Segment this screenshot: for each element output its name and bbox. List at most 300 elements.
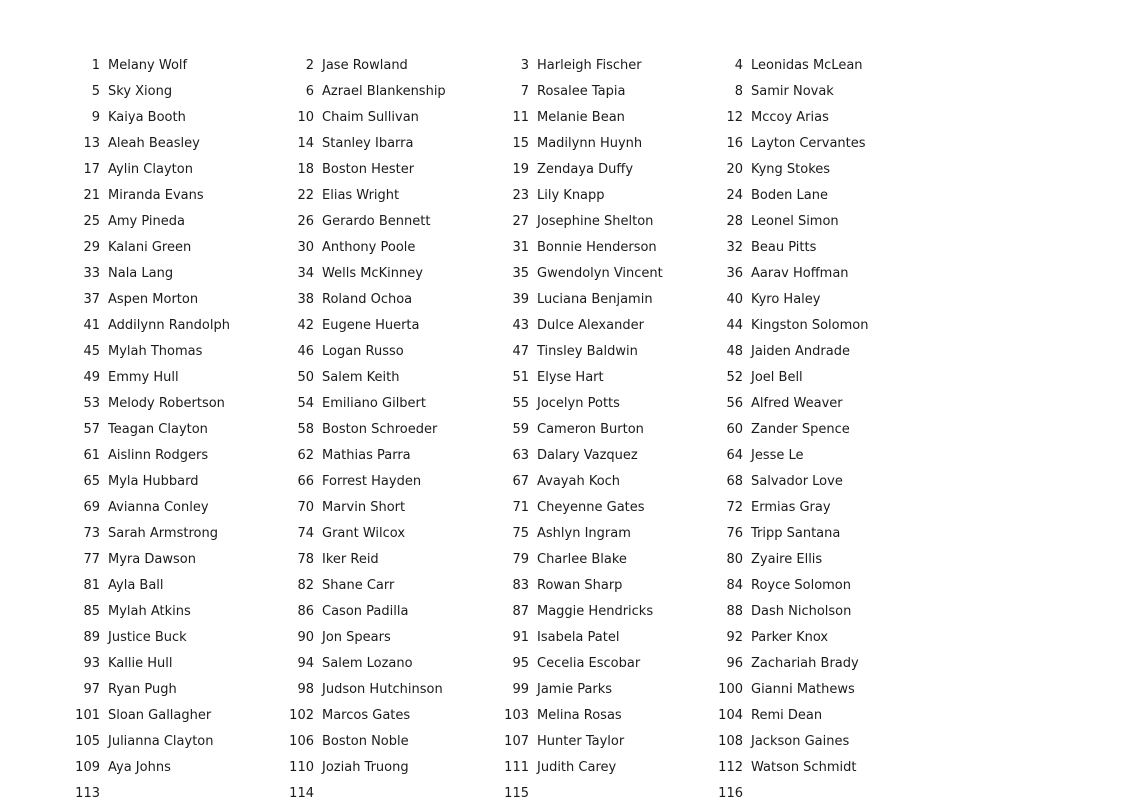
- item-name: Wells McKinney: [322, 266, 423, 281]
- item-number: 96: [726, 656, 743, 671]
- item-name: Alfred Weaver: [751, 396, 843, 411]
- list-item: [703, 755, 856, 781]
- item-number: 99: [512, 682, 529, 697]
- list-item: [60, 105, 186, 131]
- item-number: 19: [512, 162, 529, 177]
- list-item: [274, 755, 409, 781]
- item-number: 68: [726, 474, 743, 489]
- list-item: [489, 469, 620, 495]
- list-item: [489, 729, 624, 755]
- list-item: [60, 365, 179, 391]
- item-number: 36: [726, 266, 743, 281]
- list-item: [703, 157, 830, 183]
- item-name: Sky Xiong: [108, 84, 173, 99]
- item-number: 51: [512, 370, 529, 385]
- list-item: [489, 391, 620, 417]
- item-name: Kyro Haley: [751, 292, 821, 307]
- item-name: Kingston Solomon: [751, 318, 869, 333]
- item-name: Forrest Hayden: [322, 474, 422, 489]
- item-number: 29: [83, 240, 100, 255]
- item-number: 91: [512, 630, 529, 645]
- item-number: 46: [297, 344, 314, 359]
- list-item: [703, 781, 751, 807]
- item-name: Zander Spence: [751, 422, 850, 437]
- item-number: 73: [83, 526, 100, 541]
- item-name: Maggie Hendricks: [537, 604, 654, 619]
- item-number: 84: [726, 578, 743, 593]
- item-name: Stanley Ibarra: [322, 136, 414, 151]
- item-number: 93: [83, 656, 100, 671]
- item-name: Kaiya Booth: [108, 110, 186, 125]
- list-item: [489, 209, 653, 235]
- item-number: 55: [512, 396, 529, 411]
- item-name: Joel Bell: [751, 370, 803, 385]
- item-name: Eugene Huerta: [322, 318, 420, 333]
- list-item: [703, 261, 849, 287]
- list-item: [703, 131, 866, 157]
- item-number: 89: [83, 630, 100, 645]
- list-item: [489, 365, 604, 391]
- item-name: Isabela Patel: [537, 630, 620, 645]
- item-number: 116: [718, 786, 743, 801]
- list-item: [274, 339, 404, 365]
- item-name: Anthony Poole: [322, 240, 416, 255]
- list-item: [274, 79, 446, 105]
- list-item: [703, 625, 828, 651]
- item-number: 30: [297, 240, 314, 255]
- item-number: 87: [512, 604, 529, 619]
- item-number: 97: [83, 682, 100, 697]
- item-name: Elyse Hart: [537, 370, 604, 385]
- item-number: 63: [512, 448, 529, 463]
- item-name: Jon Spears: [322, 630, 391, 645]
- item-number: 50: [297, 370, 314, 385]
- list-item: [274, 313, 420, 339]
- item-number: 57: [83, 422, 100, 437]
- item-name: Sloan Gallagher: [108, 708, 212, 723]
- list-item: [489, 573, 622, 599]
- list-item: [60, 573, 164, 599]
- item-name: Samir Novak: [751, 84, 834, 99]
- item-number: 6: [305, 84, 314, 99]
- list-item: [703, 547, 822, 573]
- item-number: 3: [520, 58, 529, 73]
- list-item: [60, 599, 191, 625]
- list-item: [703, 391, 843, 417]
- item-name: Shane Carr: [322, 578, 395, 593]
- list-item: [60, 495, 209, 521]
- list-item: [703, 495, 831, 521]
- item-number: 14: [297, 136, 314, 151]
- list-item: [274, 573, 394, 599]
- item-name: Tripp Santana: [751, 526, 841, 541]
- item-number: 5: [91, 84, 100, 99]
- item-number: 112: [718, 760, 743, 775]
- item-number: 79: [512, 552, 529, 567]
- item-name: Dash Nicholson: [751, 604, 852, 619]
- item-name: Emiliano Gilbert: [322, 396, 426, 411]
- list-item: [60, 157, 193, 183]
- item-name: Mccoy Arias: [751, 110, 829, 125]
- list-item: [489, 417, 644, 443]
- item-name: Aarav Hoffman: [751, 266, 849, 281]
- list-item: [60, 729, 213, 755]
- list-item: [703, 365, 803, 391]
- list-item: [489, 547, 627, 573]
- item-number: 72: [726, 500, 743, 515]
- list-item: [489, 339, 638, 365]
- item-number: 48: [726, 344, 743, 359]
- item-name: Marvin Short: [322, 500, 406, 515]
- item-number: 115: [504, 786, 529, 801]
- item-number: 66: [297, 474, 314, 489]
- item-number: 70: [297, 500, 314, 515]
- item-name: Judson Hutchinson: [322, 682, 443, 697]
- item-name: Melany Wolf: [108, 58, 188, 73]
- list-item: [274, 443, 411, 469]
- list-item: [489, 521, 631, 547]
- list-item: [60, 469, 198, 495]
- list-item: [60, 53, 187, 79]
- list-item: [274, 521, 405, 547]
- item-number: 53: [83, 396, 100, 411]
- list-item: [60, 443, 208, 469]
- item-number: 37: [83, 292, 100, 307]
- list-item: [703, 235, 816, 261]
- item-name: Cecelia Escobar: [537, 656, 641, 671]
- item-name: Jackson Gaines: [751, 734, 850, 749]
- item-name: Myla Hubbard: [108, 474, 199, 489]
- item-number: 24: [726, 188, 743, 203]
- item-name: Avianna Conley: [108, 500, 209, 515]
- item-name: Cameron Burton: [537, 422, 644, 437]
- item-number: 47: [512, 344, 529, 359]
- item-number: 8: [734, 84, 743, 99]
- item-number: 85: [83, 604, 100, 619]
- item-number: 81: [83, 578, 100, 593]
- item-number: 22: [297, 188, 314, 203]
- item-name: Emmy Hull: [108, 370, 179, 385]
- list-item: [274, 183, 399, 209]
- item-name: Josephine Shelton: [537, 214, 654, 229]
- item-number: 104: [718, 708, 743, 723]
- list-item: [489, 781, 537, 807]
- item-name: Ashlyn Ingram: [537, 526, 631, 541]
- item-name: Aylin Clayton: [108, 162, 193, 177]
- item-number: 4: [734, 58, 743, 73]
- list-item: [703, 287, 820, 313]
- item-number: 88: [726, 604, 743, 619]
- item-name: Gianni Mathews: [751, 682, 855, 697]
- item-name: Judith Carey: [537, 760, 617, 775]
- list-item: [60, 625, 187, 651]
- item-name: Hunter Taylor: [537, 734, 625, 749]
- item-name: Ryan Pugh: [108, 682, 177, 697]
- item-number: 75: [512, 526, 529, 541]
- list-item: [703, 521, 840, 547]
- item-name: Layton Cervantes: [751, 136, 866, 151]
- list-item: [703, 339, 850, 365]
- item-number: 49: [83, 370, 100, 385]
- list-item: [274, 261, 423, 287]
- list-item: [60, 183, 204, 209]
- item-name: Jaiden Andrade: [751, 344, 850, 359]
- item-number: 100: [718, 682, 743, 697]
- list-item: [274, 105, 419, 131]
- item-name: Salvador Love: [751, 474, 843, 489]
- item-number: 56: [726, 396, 743, 411]
- list-item: [60, 209, 185, 235]
- item-number: 103: [504, 708, 529, 723]
- item-name: Teagan Clayton: [108, 422, 208, 437]
- item-name: Rosalee Tapia: [537, 84, 626, 99]
- item-number: 52: [726, 370, 743, 385]
- list-item: [274, 781, 322, 807]
- list-item: [274, 495, 405, 521]
- item-number: 43: [512, 318, 529, 333]
- item-name: Addilynn Randolph: [108, 318, 230, 333]
- item-name: Grant Wilcox: [322, 526, 406, 541]
- item-number: 23: [512, 188, 529, 203]
- item-name: Madilynn Huynh: [537, 136, 643, 151]
- list-item: [703, 209, 839, 235]
- item-number: 78: [297, 552, 314, 567]
- list-item: [274, 547, 379, 573]
- list-item: [489, 677, 612, 703]
- item-number: 105: [75, 734, 100, 749]
- list-item: [703, 313, 868, 339]
- item-name: Gerardo Bennett: [322, 214, 431, 229]
- list-item: [703, 599, 851, 625]
- list-item: [60, 131, 200, 157]
- item-number: 62: [297, 448, 314, 463]
- item-number: 1: [91, 58, 100, 73]
- list-item: [489, 313, 644, 339]
- item-name: Harleigh Fischer: [537, 58, 642, 73]
- item-name: Mylah Thomas: [108, 344, 203, 359]
- item-number: 110: [289, 760, 314, 775]
- item-name: Boston Noble: [322, 734, 409, 749]
- item-number: 9: [91, 110, 100, 125]
- item-number: 101: [75, 708, 100, 723]
- item-number: 82: [297, 578, 314, 593]
- item-name: Bonnie Henderson: [537, 240, 657, 255]
- item-number: 80: [726, 552, 743, 567]
- item-name: Aislinn Rodgers: [108, 448, 209, 463]
- list-item: [489, 703, 622, 729]
- item-number: 111: [504, 760, 529, 775]
- item-name: Julianna Clayton: [108, 734, 214, 749]
- item-name: Melina Rosas: [537, 708, 622, 723]
- item-name: Aspen Morton: [108, 292, 199, 307]
- item-name: Myra Dawson: [108, 552, 196, 567]
- list-item: [60, 781, 108, 807]
- item-number: 31: [512, 240, 529, 255]
- item-number: 44: [726, 318, 743, 333]
- item-name: Jamie Parks: [537, 682, 613, 697]
- item-name: Luciana Benjamin: [537, 292, 653, 307]
- item-name: Logan Russo: [322, 344, 404, 359]
- list-item: [274, 157, 414, 183]
- item-number: 86: [297, 604, 314, 619]
- item-name: Jocelyn Potts: [537, 396, 620, 411]
- list-item: [274, 599, 408, 625]
- item-name: Zachariah Brady: [751, 656, 859, 671]
- item-number: 60: [726, 422, 743, 437]
- item-name: Roland Ochoa: [322, 292, 413, 307]
- list-item: [60, 547, 196, 573]
- item-number: 76: [726, 526, 743, 541]
- list-item: [60, 313, 230, 339]
- item-number: 32: [726, 240, 743, 255]
- item-number: 83: [512, 578, 529, 593]
- list-item: [60, 339, 202, 365]
- list-item: [489, 755, 616, 781]
- list-item: [489, 261, 663, 287]
- item-name: Elias Wright: [322, 188, 400, 203]
- item-name: Gwendolyn Vincent: [537, 266, 663, 281]
- list-item: [489, 599, 653, 625]
- item-name: Remi Dean: [751, 708, 823, 723]
- item-name: Royce Solomon: [751, 578, 852, 593]
- item-name: Kyng Stokes: [751, 162, 831, 177]
- list-item: [489, 157, 633, 183]
- list-item: [703, 729, 849, 755]
- item-name: Melanie Bean: [537, 110, 625, 125]
- item-name: Salem Keith: [322, 370, 400, 385]
- item-number: 67: [512, 474, 529, 489]
- list-item: [274, 235, 415, 261]
- list-item: [489, 651, 640, 677]
- list-item: [489, 235, 657, 261]
- list-item: [489, 183, 605, 209]
- item-name: Dulce Alexander: [537, 318, 644, 333]
- item-name: Melody Robertson: [108, 396, 225, 411]
- item-number: 54: [297, 396, 314, 411]
- item-number: 39: [512, 292, 529, 307]
- list-item: [60, 287, 198, 313]
- item-number: 40: [726, 292, 743, 307]
- item-name: Dalary Vazquez: [537, 448, 638, 463]
- item-number: 61: [83, 448, 100, 463]
- item-number: 16: [726, 136, 743, 151]
- list-item: [489, 495, 645, 521]
- list-item: [60, 417, 208, 443]
- list-item: [274, 365, 399, 391]
- list-item: [60, 261, 173, 287]
- item-number: 13: [83, 136, 100, 151]
- item-name: Ayla Ball: [108, 578, 164, 593]
- item-number: 27: [512, 214, 529, 229]
- item-name: Iker Reid: [322, 552, 379, 567]
- list-item: [703, 417, 850, 443]
- item-number: 92: [726, 630, 743, 645]
- item-number: 35: [512, 266, 529, 281]
- list-item: [489, 625, 619, 651]
- item-number: 65: [83, 474, 100, 489]
- list-item: [274, 391, 426, 417]
- list-item: [274, 729, 409, 755]
- item-number: 106: [289, 734, 314, 749]
- list-item: [703, 79, 834, 105]
- list-item: [274, 131, 413, 157]
- item-number: 109: [75, 760, 100, 775]
- item-number: 98: [297, 682, 314, 697]
- list-item: [60, 521, 218, 547]
- list-item: [274, 703, 410, 729]
- item-number: 12: [726, 110, 743, 125]
- item-name: Kallie Hull: [108, 656, 173, 671]
- item-number: 113: [75, 786, 100, 801]
- item-name: Beau Pitts: [751, 240, 817, 255]
- list-item: [489, 287, 653, 313]
- list-item: [489, 131, 642, 157]
- item-name: Charlee Blake: [537, 552, 627, 567]
- item-number: 90: [297, 630, 314, 645]
- list-item: [274, 287, 412, 313]
- item-name: Zyaire Ellis: [751, 552, 823, 567]
- item-number: 33: [83, 266, 100, 281]
- list-item: [60, 651, 172, 677]
- list-item: [489, 53, 642, 79]
- item-name: Kalani Green: [108, 240, 192, 255]
- item-number: 107: [504, 734, 529, 749]
- list-item: [60, 755, 171, 781]
- item-name: Lily Knapp: [537, 188, 605, 203]
- list-item: [60, 391, 225, 417]
- item-name: Leonidas McLean: [751, 58, 863, 73]
- list-item: [274, 417, 437, 443]
- item-number: 7: [520, 84, 529, 99]
- item-name: Leonel Simon: [751, 214, 839, 229]
- item-name: Azrael Blankenship: [322, 84, 446, 99]
- item-name: Jesse Le: [751, 448, 804, 463]
- list-item: [703, 703, 822, 729]
- item-number: 108: [718, 734, 743, 749]
- item-name: Avayah Koch: [537, 474, 621, 489]
- item-name: Cheyenne Gates: [537, 500, 645, 515]
- item-number: 34: [297, 266, 314, 281]
- item-name: Marcos Gates: [322, 708, 411, 723]
- list-item: [703, 677, 855, 703]
- list-item: [60, 703, 211, 729]
- list-item: [703, 651, 859, 677]
- list-item: [489, 105, 625, 131]
- item-number: 38: [297, 292, 314, 307]
- item-name: Mylah Atkins: [108, 604, 191, 619]
- item-number: 41: [83, 318, 100, 333]
- item-number: 17: [83, 162, 100, 177]
- item-name: Justice Buck: [108, 630, 187, 645]
- list-item: [60, 677, 177, 703]
- item-number: 71: [512, 500, 529, 515]
- item-number: 15: [512, 136, 529, 151]
- item-number: 59: [512, 422, 529, 437]
- item-name: Aleah Beasley: [108, 136, 200, 151]
- item-number: 58: [297, 422, 314, 437]
- item-name: Parker Knox: [751, 630, 829, 645]
- item-number: 77: [83, 552, 100, 567]
- item-number: 69: [83, 500, 100, 515]
- item-number: 2: [305, 58, 314, 73]
- item-name: Chaim Sullivan: [322, 110, 419, 125]
- item-number: 74: [297, 526, 314, 541]
- item-name: Rowan Sharp: [537, 578, 623, 593]
- item-name: Amy Pineda: [108, 214, 186, 229]
- list-item: [274, 53, 408, 79]
- item-number: 11: [512, 110, 529, 125]
- list-item: [274, 625, 391, 651]
